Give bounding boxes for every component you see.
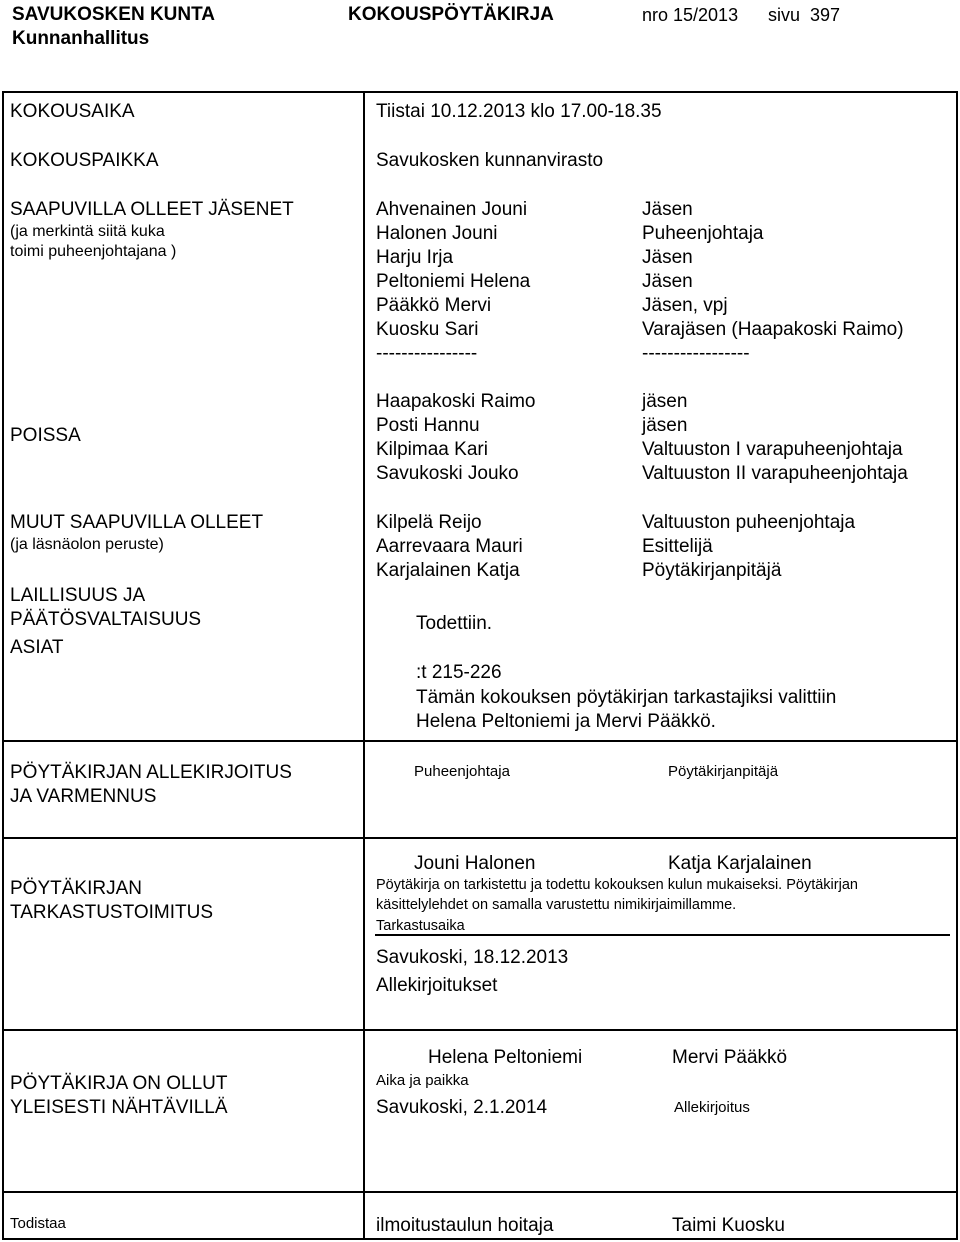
inspection-label: TARKASTUSTOIMITUS [10,902,214,923]
secretary-title: Pöytäkirjanpitäjä [668,763,779,780]
certify-role: ilmoitustaulun hoitaja [376,1215,554,1236]
others-sublabel: (ja läsnäolon peruste) [10,536,164,553]
inspection-time-label: Tarkastusaika [376,918,465,934]
member-role: jäsen [642,415,688,436]
signatures-label: Allekirjoitukset [376,975,498,996]
member-role: Jäsen [642,271,693,292]
member-role: Jäsen [642,199,693,220]
present-member-roles [642,198,904,366]
legality-label: PÄÄTÖSVALTAISUUS [10,609,202,630]
member-name: Haapakoski Raimo [376,391,536,412]
divider-text: ---------------- [376,343,478,364]
meeting-place-label: KOKOUSPAIKKA [10,150,159,171]
absent-member-names [376,390,535,486]
others-names [376,511,523,583]
meeting-time-label: KOKOUSAIKA [10,101,135,122]
member-name: Posti Hannu [376,415,480,436]
member-role: Valtuuston II varapuheenjohtaja [642,463,908,484]
member-role: Puheenjohtaja [642,223,764,244]
divider-text: ----------------- [642,343,750,364]
member-role: Varajäsen (Haapakoski Raimo) [642,319,904,340]
municipality-name: SAVUKOSKEN KUNTA [12,4,216,25]
signature-label: PÖYTÄKIRJAN ALLEKIRJOITUS [10,762,292,783]
public-place-value: Savukoski, 2.1.2014 [376,1097,548,1118]
member-role: Pöytäkirjanpitäjä [642,560,782,581]
member-name: Karjalainen Katja [376,560,520,581]
public-place-label: Aika ja paikka [376,1072,469,1089]
matters-sections: :t 215-226 [416,662,502,683]
matters-text: Tämän kokouksen pöytäkirjan tarkastajiksi valittiin [416,687,837,708]
chair-name: Jouni Halonen [414,853,536,874]
matters-text: Helena Peltoniemi ja Mervi Pääkkö. [416,711,716,732]
legality-label: LAILLISUUS JA [10,585,146,606]
member-role: jäsen [642,391,688,412]
absent-label: POISSA [10,425,81,446]
inspection-time-value: Savukoski, 18.12.2013 [376,947,569,968]
member-role: Esittelijä [642,536,713,557]
member-name: Ahvenainen Jouni [376,199,528,220]
member-name: Aarrevaara Mauri [376,536,523,557]
member-name: Harju Irja [376,247,454,268]
public-signature-label: Allekirjoitus [674,1099,750,1116]
governing-body: Kunnanhallitus [12,28,150,49]
legality-value: Todettiin. [416,613,493,634]
certify-name: Taimi Kuosku [672,1215,785,1236]
inspector-name: Mervi Pääkkö [672,1047,788,1068]
present-sublabel: (ja merkintä siitä kuka [10,223,165,240]
others-label: MUUT SAAPUVILLA OLLEET [10,512,264,533]
chair-title: Puheenjohtaja [414,763,510,780]
document-type: KOKOUSPÖYTÄKIRJA [348,4,554,25]
absent-member-roles [642,390,908,486]
secretary-name: Katja Karjalainen [668,853,812,874]
member-name: Pääkkö Mervi [376,295,492,316]
member-role: Jäsen, vpj [642,295,728,316]
member-role: Valtuuston I varapuheenjohtaja [642,439,903,460]
member-name: Kuosku Sari [376,319,479,340]
member-name: Halonen Jouni [376,223,498,244]
page-number: sivu 397 [768,5,841,25]
matters-label: ASIAT [10,637,64,658]
present-label: SAAPUVILLA OLLEET JÄSENET [10,199,294,220]
present-sublabel: toimi puheenjohtajana ) [10,243,177,260]
member-role: Valtuuston puheenjohtaja [642,512,856,533]
member-name: Savukoski Jouko [376,463,519,484]
public-label: PÖYTÄKIRJA ON OLLUT [10,1073,228,1094]
member-role: Jäsen [642,247,693,268]
public-label: YLEISESTI NÄHTÄVILLÄ [10,1097,228,1118]
others-roles [642,511,855,583]
member-name: Kilpelä Reijo [376,512,482,533]
inspection-text: Pöytäkirja on tarkistettu ja todettu kokouksen kulun mukaiseksi. Pöytäkirjan [376,877,858,893]
inspection-text: käsittelylehdet on samalla varustettu nimikirjaimillamme. [376,897,737,913]
inspector-name: Helena Peltoniemi [428,1047,583,1068]
meeting-place-value: Savukosken kunnanvirasto [376,150,604,171]
member-name: Peltoniemi Helena [376,271,531,292]
inspection-label: PÖYTÄKIRJAN [10,878,142,899]
document-number: nro 15/2013 [642,5,739,25]
present-member-names [376,198,530,366]
signature-label: JA VARMENNUS [10,786,157,807]
member-name: Kilpimaa Kari [376,439,488,460]
certify-label: Todistaa [10,1215,66,1232]
meeting-time-value: Tiistai 10.12.2013 klo 17.00-18.35 [376,101,662,122]
